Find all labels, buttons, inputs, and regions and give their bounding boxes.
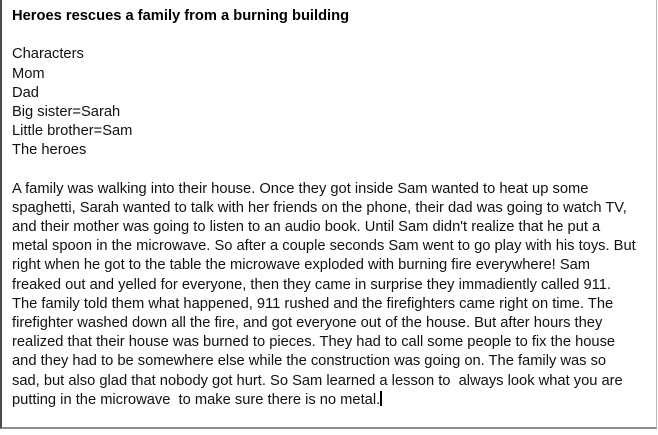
story-line: freaked out and yelled for everyone, then they came in surprise they immadiently called 911. <box>12 276 611 293</box>
story-line: A family was walking into their house. Once they got inside Sam wanted to heat up some <box>12 180 589 197</box>
story-line: and their mother was going to listen to an audio book. Until Sam didn't realize that he put a <box>12 219 601 236</box>
characters-heading: Characters <box>12 46 84 63</box>
character-item: The heroes <box>12 142 87 159</box>
story-line-text: putting in the microwave to make sure there is no metal. <box>12 391 381 408</box>
character-item: Big sister=Sarah <box>12 103 121 120</box>
blank-line <box>12 26 648 45</box>
character-item: Dad <box>12 84 39 101</box>
story-line: firefighter washed down all the fire, and got everyone out of the house. But after hours they <box>12 315 603 331</box>
story-line: sad, but also glad that nobody got hurt. So Sam learned a lesson to always look what you are <box>12 372 623 389</box>
story-line: The family told them what happened, 911 rushed and the firefighters came right on time. The <box>12 295 614 312</box>
story-line: realized that their house was burned to pieces. They had to call some people to fix the house <box>12 334 616 351</box>
character-item: Little brother=Sam <box>12 123 133 140</box>
document-title: Heroes rescues a family from a burning building <box>12 8 350 24</box>
story-line: metal spoon in the microwave. So after a couple seconds Sam went to go play with his toys. But <box>12 238 636 255</box>
story-line: right when he got to the table the microwave exploded with burning fire everywhere! Sam <box>12 257 591 274</box>
story-line: spaghetti, Sarah wanted to talk with her friends on the phone, their dad was going to watch TV, <box>12 199 627 216</box>
story-line-last <box>12 391 648 410</box>
character-item: Mom <box>12 65 45 82</box>
blank-line <box>12 161 648 180</box>
story-line: and they had to be somewhere else while the construction was going on. The family was so <box>12 353 607 370</box>
text-caret <box>380 391 382 406</box>
